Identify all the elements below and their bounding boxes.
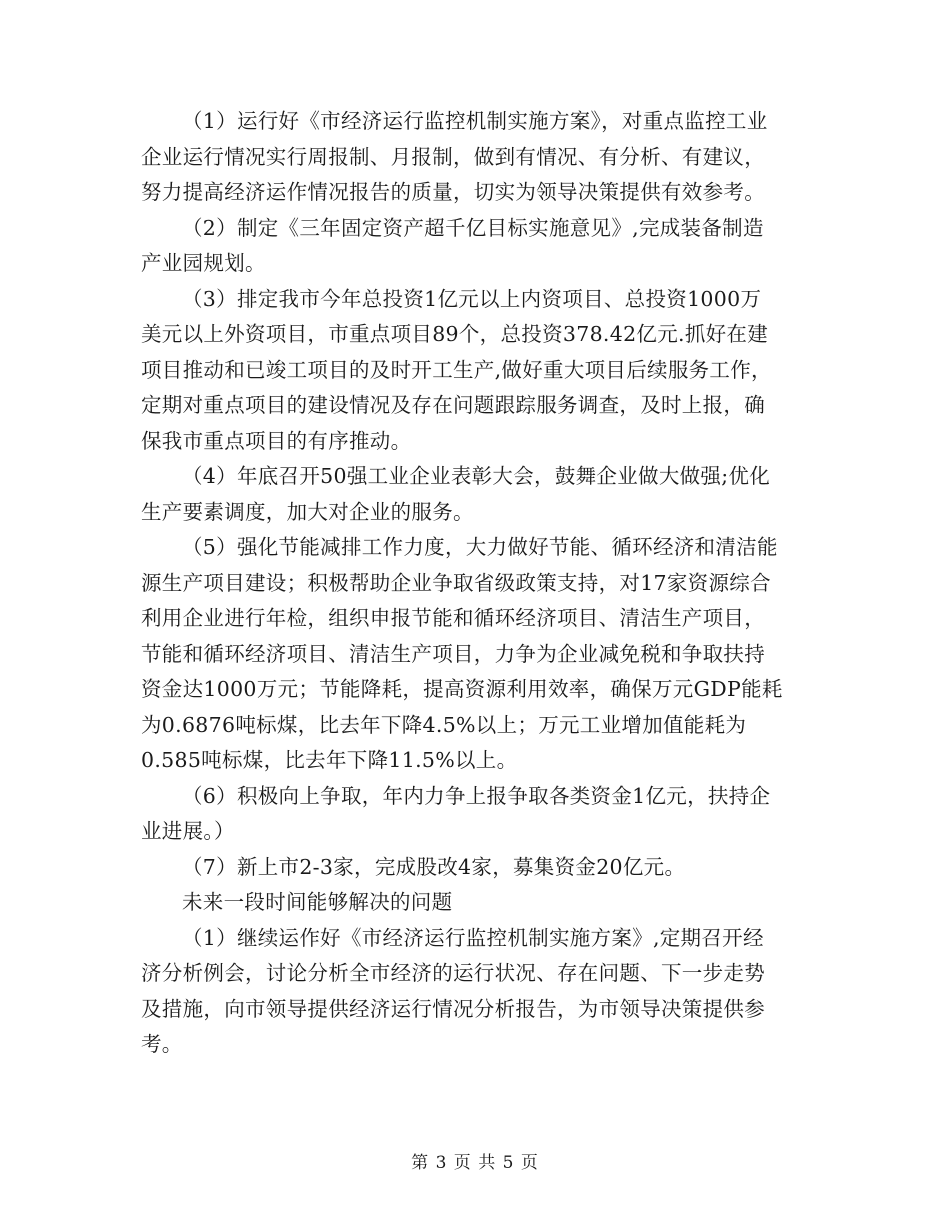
paragraph-line: （1）运行好《市经济运行监控机制实施方案》，对重点监控工业 xyxy=(182,109,768,133)
paragraph-line: 定期对重点项目的建设情况及存在问题跟踪服务调查，及时上报，确 xyxy=(141,393,765,417)
paragraph-line: 美元以上外资项目，市重点项目89个，总投资378.42亿元.抓好在建 xyxy=(141,322,769,346)
paragraph-line: 生产要素调度，加大对企业的服务。 xyxy=(141,499,474,524)
document-body xyxy=(141,104,811,1063)
page-footer: 第 3 页 共 5 页 xyxy=(411,1153,539,1173)
paragraph-line: 节能和循环经济项目、清洁生产项目，力争为企业减免税和争取扶持 xyxy=(141,641,765,666)
paragraph xyxy=(141,850,811,886)
paragraph-line: 资金达1000万元；节能降耗，提高资源利用效率，确保万元GDP能耗 xyxy=(141,677,783,701)
paragraph xyxy=(141,282,811,460)
paragraph-line: （6）积极向上争取，年内力争上报争取各类资金1亿元，扶持企 xyxy=(182,783,771,808)
paragraph xyxy=(141,921,811,1063)
paragraph-line: 努力提高经济运作情况报告的质量，切实为领导决策提供有效参考。 xyxy=(141,180,765,204)
paragraph-group xyxy=(141,104,811,885)
paragraph-line: 产业园规划。 xyxy=(141,251,266,275)
paragraph-line: （1）继续运作好《市经济运行监控机制实施方案》,定期召开经 xyxy=(182,925,764,950)
paragraph-line: （7）新上市2-3家，完成股改4家，募集资金20亿元。 xyxy=(182,854,686,879)
paragraph-group-2 xyxy=(141,921,811,1063)
paragraph xyxy=(141,459,811,530)
paragraph-line: 源生产项目建设；积极帮助企业争取省级政策支持，对17家资源综合 xyxy=(141,570,771,595)
paragraph-line: 项目推动和已竣工项目的及时开工生产,做好重大项目后续服务工作， xyxy=(141,357,772,382)
paragraph xyxy=(141,211,811,282)
paragraph-line: 保我市重点项目的有序推动。 xyxy=(141,428,412,453)
paragraph xyxy=(141,779,811,850)
paragraph-line: 业进展。） xyxy=(141,819,235,843)
paragraph-line: 济分析例会，讨论分析全市经济的运行状况、存在问题、下一步走势 xyxy=(141,961,765,985)
paragraph xyxy=(141,530,811,779)
paragraph-line: 企业运行情况实行周报制、月报制，做到有情况、有分析、有建议， xyxy=(141,144,765,169)
paragraph-line: 及措施，向市领导提供经济运行情况分析报告，为市领导决策提供参 xyxy=(141,996,765,1021)
paragraph-line: 利用企业进行年检，组织申报节能和循环经济项目、清洁生产项目， xyxy=(141,606,765,630)
paragraph-line: 为0.6876吨标煤，比去年下降4.5%以上；万元工业增加值能耗为 xyxy=(141,712,747,737)
section-heading: 未来一段时间能够解决的问题 xyxy=(182,890,453,914)
paragraph-line: （2）制定《三年固定资产超千亿目标实施意见》,完成装备制造 xyxy=(182,215,764,240)
paragraph-line: （4）年底召开50强工业企业表彰大会，鼓舞企业做大做强;优化 xyxy=(182,464,771,488)
paragraph-line: 0.585吨标煤，比去年下降11.5%以上。 xyxy=(141,748,518,772)
paragraph-line: （3）排定我市今年总投资1亿元以上内资项目、总投资1000万 xyxy=(182,286,762,311)
paragraph-line: 考。 xyxy=(141,1032,183,1056)
paragraph xyxy=(141,104,811,211)
paragraph-line: （5）强化节能减排工作力度，大力做好节能、循环经济和清洁能 xyxy=(182,535,778,559)
